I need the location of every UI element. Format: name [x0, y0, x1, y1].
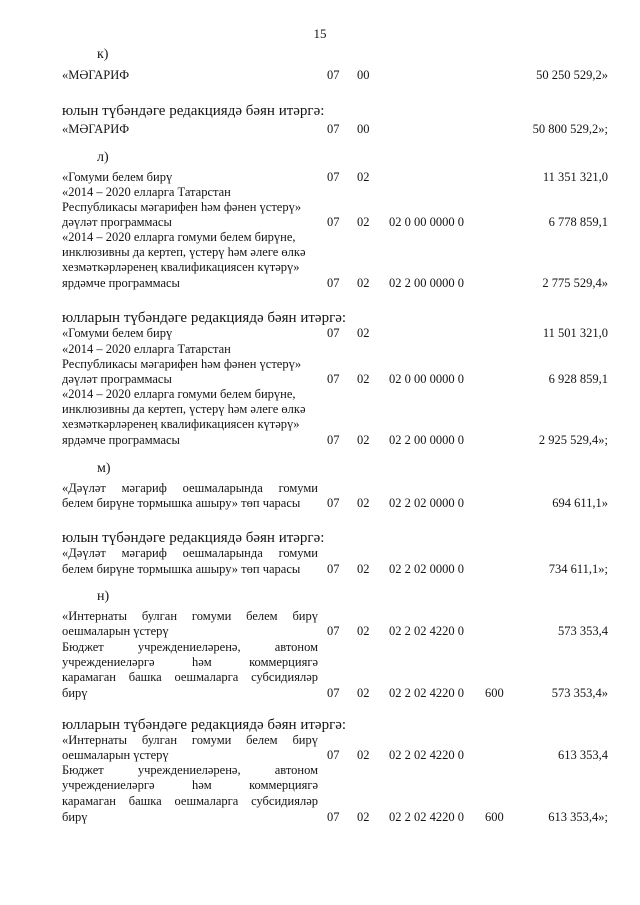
subsection-code: 02 [357, 276, 370, 290]
row-description: бирү [62, 686, 88, 700]
target-article-code: 02 2 02 4220 0 [389, 624, 464, 638]
row-description: инклюзивны да кертеп, үстерү һәм әлеге өлкә [62, 402, 306, 416]
amount: 50 800 529,2»; [532, 122, 608, 136]
target-article-code: 02 2 02 4220 0 [389, 686, 464, 700]
amount: 573 353,4 [558, 624, 608, 638]
section-code: 07 [327, 122, 340, 136]
row-description: «Интернаты булган гомуми белем бирү [62, 609, 318, 623]
row-description: карамаган башка оешмаларга субсидияләр [62, 670, 318, 684]
row-description: «МӘГАРИФ [62, 68, 130, 82]
section-code: 07 [327, 810, 340, 824]
amendment-heading: юлларын түбәндәге редакциядә бәян итәргә: [62, 717, 347, 733]
subsection-code: 02 [357, 496, 370, 510]
row-description: «Дәүләт мәгариф оешмаларында гомуми [62, 546, 318, 560]
target-article-code: 02 2 02 4220 0 [389, 810, 464, 824]
subsection-code: 02 [357, 624, 370, 638]
row-description: белем бирүне тормышка ашыру» төп чарасы [62, 562, 301, 576]
expense-type-code: 600 [485, 686, 504, 700]
target-article-code: 02 2 02 0000 0 [389, 496, 464, 510]
subsection-code: 02 [357, 686, 370, 700]
amendment-heading: юлын түбәндәге редакциядә бәян итәргә: [62, 103, 325, 119]
amount: 11 501 321,0 [542, 326, 608, 340]
row-description: «МӘГАРИФ [62, 122, 130, 136]
row-description: хезмәткәрләренең квалификациясен күтәрү» [62, 417, 300, 431]
amount: 573 353,4» [551, 686, 608, 700]
row-description: Бюджет учреждениеләренә, автоном [62, 640, 318, 654]
amount: 11 351 321,0 [542, 170, 608, 184]
expense-type-code: 600 [485, 810, 504, 824]
row-description: дәүләт программасы [62, 372, 172, 386]
amendment-heading: юлын түбәндәге редакциядә бәян итәргә: [62, 530, 325, 546]
subsection-code: 02 [357, 562, 370, 576]
amount: 6 928 859,1 [548, 372, 608, 386]
row-description: ярдәмче программасы [62, 276, 180, 290]
section-code: 07 [327, 372, 340, 386]
subsection-code: 02 [357, 326, 370, 340]
section-code: 07 [327, 624, 340, 638]
amount: 2 925 529,4»; [538, 433, 608, 447]
item-letter: м) [97, 461, 111, 476]
subsection-code: 02 [357, 748, 370, 762]
row-description: «2014 – 2020 елларга Татарстан [62, 342, 231, 356]
target-article-code: 02 0 00 0000 0 [389, 372, 464, 386]
page-number: 15 [313, 26, 327, 41]
subsection-code: 02 [357, 372, 370, 386]
target-article-code: 02 2 00 0000 0 [389, 276, 464, 290]
section-code: 07 [327, 326, 340, 340]
row-description: учреждениеләргә һәм коммерциягә [62, 778, 318, 792]
target-article-code: 02 0 00 0000 0 [389, 215, 464, 229]
section-code: 07 [327, 215, 340, 229]
amount: 694 611,1» [552, 496, 608, 510]
section-code: 07 [327, 496, 340, 510]
target-article-code: 02 2 02 0000 0 [389, 562, 464, 576]
section-code: 07 [327, 276, 340, 290]
amendment-heading: юлларын түбәндәге редакциядә бәян итәргә: [62, 310, 347, 326]
row-description: дәүләт программасы [62, 215, 172, 229]
row-description: карамаган башка оешмаларга субсидияләр [62, 794, 318, 808]
amount: 613 353,4 [558, 748, 608, 762]
amount: 2 775 529,4» [542, 276, 608, 290]
row-description: Республикасы мәгарифен һәм фәнен үстерү» [62, 200, 302, 214]
row-description: белем бирүне тормышка ашыру» төп чарасы [62, 496, 301, 510]
section-code: 07 [327, 433, 340, 447]
item-letter: к) [97, 47, 109, 62]
subsection-code: 02 [357, 810, 370, 824]
amount: 613 353,4»; [548, 810, 608, 824]
subsection-code: 00 [357, 122, 370, 136]
subsection-code: 02 [357, 433, 370, 447]
amount: 50 250 529,2» [536, 68, 608, 82]
row-description: Бюджет учреждениеләренә, автоном [62, 763, 318, 777]
row-description: «Гомуми белем бирү [62, 326, 173, 340]
target-article-code: 02 2 00 0000 0 [389, 433, 464, 447]
row-description: «2014 – 2020 елларга Татарстан [62, 185, 231, 199]
section-code: 07 [327, 170, 340, 184]
row-description: «Дәүләт мәгариф оешмаларында гомуми [62, 481, 318, 495]
amount: 6 778 859,1 [548, 215, 608, 229]
row-description: инклюзивны да кертеп, үстерү һәм әлеге өлкә [62, 245, 306, 259]
amount: 734 611,1»; [548, 562, 608, 576]
subsection-code: 00 [357, 68, 370, 82]
row-description: оешмаларын үстерү [62, 624, 169, 638]
section-code: 07 [327, 686, 340, 700]
item-letter: н) [97, 589, 110, 604]
row-description: бирү [62, 810, 88, 824]
row-description: ярдәмче программасы [62, 433, 180, 447]
row-description: учреждениеләргә һәм коммерциягә [62, 655, 318, 669]
item-letter: л) [97, 150, 109, 165]
row-description: «2014 – 2020 елларга гомуми белем бирүне, [62, 387, 296, 401]
row-description: «2014 – 2020 елларга гомуми белем бирүне, [62, 230, 296, 244]
subsection-code: 02 [357, 215, 370, 229]
row-description: Республикасы мәгарифен һәм фәнен үстерү» [62, 357, 302, 371]
target-article-code: 02 2 02 4220 0 [389, 748, 464, 762]
subsection-code: 02 [357, 170, 370, 184]
section-code: 07 [327, 562, 340, 576]
row-description: хезмәткәрләренең квалификациясен күтәрү» [62, 260, 300, 274]
row-description: оешмаларын үстерү [62, 748, 169, 762]
section-code: 07 [327, 748, 340, 762]
row-description: «Гомуми белем бирү [62, 170, 173, 184]
row-description: «Интернаты булган гомуми белем бирү [62, 733, 318, 747]
section-code: 07 [327, 68, 340, 82]
